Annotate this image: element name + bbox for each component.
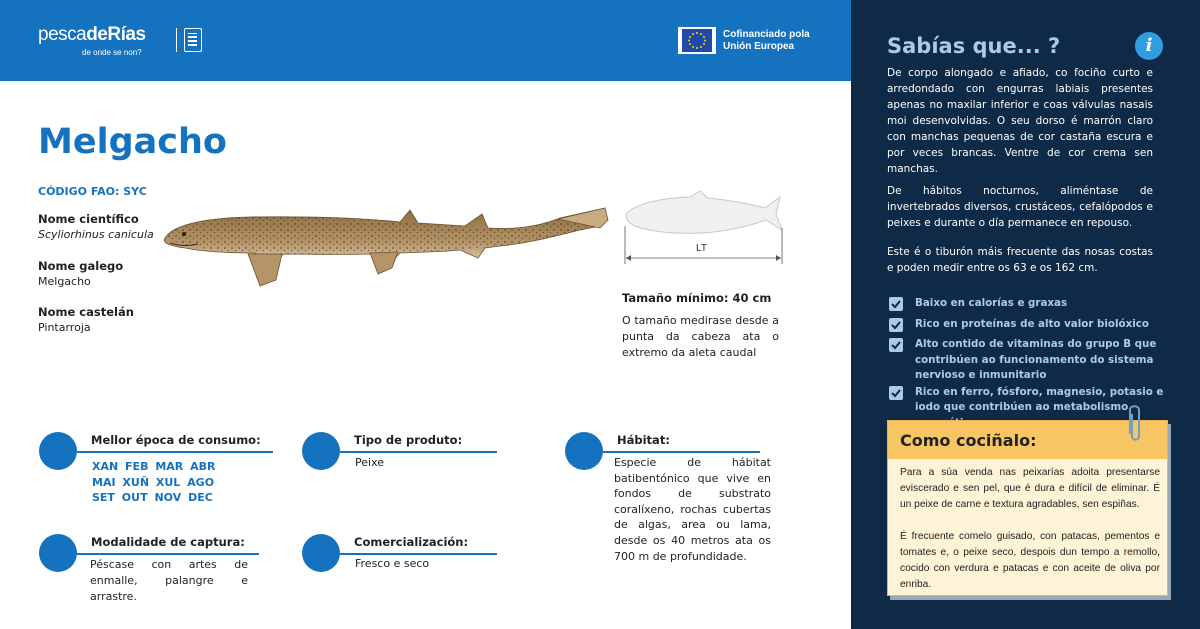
fact-paragraph: Este é o tiburón máis frecuente das nosas costas e poden medir entre os 63 e os 162 cm. [887,246,1153,274]
capture-method-label: Modalidade de captura: [91,535,245,549]
checkmark-icon [889,386,903,400]
bullet-circle-icon [302,432,340,470]
benefit-text: Rico en ferro, fósforo, magnesio, potasio e iodo que contribúen ao metabolismo [915,385,1164,413]
capture-method-value: Péscase con artes de enmalle, palangre e arrastre. [90,558,248,603]
eu-line-2: Unión Europea [723,41,795,52]
habitat-label: Hábitat: [617,433,670,447]
month-aug: AGO [187,475,215,489]
info-icon: i [1135,32,1163,60]
commercialization-value: Fresco e seco [355,557,430,570]
month-jan: XAN [92,460,119,473]
bullet-circle-icon [39,432,77,470]
shark-illustration [160,198,610,296]
size-diagram-label: LT [696,243,707,254]
paperclip-icon [1128,404,1142,444]
benefit-text: Rico en proteínas de alto valor biolóxico [915,317,1149,330]
consumption-months [92,459,222,506]
product-type-label: Tipo de produto: [354,433,463,447]
cooking-paragraph: Para a súa venda nas peixarías adoita presentarse eviscerado e sen pel, que é dura e difícil de eliminar. É un peixe de carne e textura agradables, sen espiñas. [900,467,1160,510]
xunta-galicia-emblem-icon [184,28,202,52]
scientific-name-label: Nome científico [38,212,139,226]
size-diagram [620,188,785,266]
fact-paragraph: De hábitos nocturnos, aliméntase de invertebrados diversos, crustáceos, cefalópodos e peixes e durante o día permanece en repouso. [887,185,1153,229]
month-dec: DEC [188,491,213,504]
checkmark-icon [889,338,903,352]
fao-code: CÓDIGO FAO: SYC [38,185,147,198]
list-item [889,337,1189,384]
logo-text-1: pesca [38,24,87,45]
eu-line-1: Cofinanciado pola [723,29,810,40]
month-jul: XUL [155,475,181,489]
pescaderias-logo[interactable] [38,24,146,57]
castilian-name-value: Pintarroja [38,321,91,334]
scientific-name-value: Scyliorhinus canicula [38,228,154,241]
month-oct: OUT [121,491,148,504]
list-item [889,296,1189,312]
checkmark-icon [889,297,903,311]
month-apr: ABR [190,460,216,473]
logo-tagline: de onde se non? [82,48,142,57]
bullet-circle-icon [565,432,603,470]
month-sep: SET [92,491,115,504]
product-type-value: Peixe [355,456,385,469]
month-jun: XUÑ [122,475,150,489]
castilian-name-label: Nome castelán [38,305,134,319]
benefits-list [889,296,1189,436]
bullet-circle-icon [302,534,340,572]
divider [340,451,497,453]
benefit-text: Baixo en calorías e graxas [915,297,1068,309]
habitat-value: Especie de hábitat batibentónico que vive en fondos de substrato coralíxeno, rochas cubertas de algas, area ou lama, desde os 40 metros ata os 700 m de profundidade. [614,456,771,563]
checkmark-icon [889,318,903,332]
galician-name-label: Nome galego [38,259,124,273]
month-may: MAI [92,475,116,489]
eu-cofinance-text [723,29,810,53]
page-title: Melgacho [38,122,227,162]
eu-flag-icon [678,27,716,54]
cooking-card [887,420,1168,596]
logo-text-2: deRías [86,24,146,45]
month-mar: MAR [155,460,184,473]
min-size-label: Tamaño mínimo: 40 cm [622,291,772,305]
benefit-text: Alto contido de vitaminas do grupo B que contribúen ao funcionamento do sistema nervioso e inmunitario [915,338,1157,381]
fact-paragraph: De corpo alongado e afiado, co fociño curto e arredondado con engurras labiais presentes apenas no maxilar inferior e coas válvulas nasais moi desenvolvidas. O seu dorso é marrón claro con manchas pequenas de cor castaña escura e por veces brancas. Ventre de cor crema sen manchas. [887,67,1153,175]
month-feb: FEB [125,460,149,473]
divider [77,553,259,555]
divider [340,553,497,555]
cooking-paragraph: É frecuente comelo guisado, con patacas, pementos e tomates e, o peixe seco, despois dun tempo a remollo, cocido con verdura e patacas e con aceite de oliva por enriba. [900,531,1160,590]
divider [77,451,273,453]
min-size-description: O tamaño medirase desde a punta da cabeza ata o extremo da aleta caudal [622,314,779,359]
galician-name-value: Melgacho [38,275,91,288]
consumption-season-label: Mellor época de consumo: [91,433,261,447]
cooking-title: Como cociñalo: [900,431,1037,450]
divider [603,451,760,453]
header-bar [0,0,851,81]
commercialization-label: Comercialización: [354,535,469,549]
bullet-circle-icon [39,534,77,572]
logo-divider [176,28,177,52]
cooking-card-header [888,421,1167,459]
list-item [889,317,1189,333]
did-you-know-title: Sabías que... ? [887,34,1061,58]
month-nov: NOV [154,491,182,504]
